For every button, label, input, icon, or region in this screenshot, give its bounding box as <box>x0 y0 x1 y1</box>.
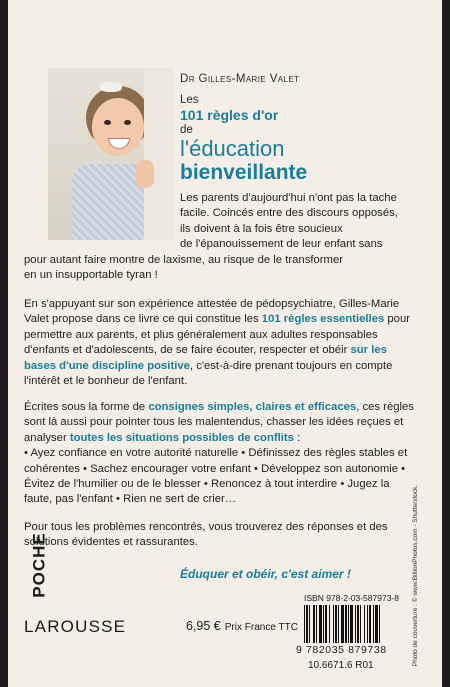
barcode-bar <box>313 605 315 643</box>
barcode-bar <box>338 605 339 643</box>
intro-line: ils doivent à la fois être soucieux <box>180 222 343 235</box>
barcode-bar <box>316 605 317 643</box>
barcode-bar <box>319 605 322 643</box>
series-poche <box>32 520 48 610</box>
back-cover <box>8 0 442 687</box>
photo-eye-left <box>104 120 111 125</box>
barcode-bar <box>350 605 353 643</box>
series-label: POCHE <box>30 532 49 598</box>
intro-line: pour autant faire montre de laxisme, au risque de le transformer <box>24 253 343 266</box>
intro-paragraph <box>24 191 434 283</box>
price-label: Prix France TTC <box>224 622 298 633</box>
photo-hand <box>136 160 154 188</box>
barcode-bar <box>325 605 327 643</box>
photo-eye-right <box>124 120 131 125</box>
text-run: : <box>293 431 301 444</box>
photo-credit-text: Photo de couverture : © www.BillionPhotos.com - Shutterstock. <box>412 484 420 666</box>
intro-line: Les parents d'aujourd'hui n'ont pas la tache <box>180 192 397 204</box>
barcode-bar <box>345 605 347 643</box>
barcode-bar <box>306 605 308 643</box>
text-run: , c'est-à-dire prenant toujours en compte l'intérêt et le bonheur de l'enfant. <box>24 359 393 388</box>
description-paragraph <box>24 297 416 389</box>
title-les: Les <box>180 94 199 106</box>
highlight-consignes: consignes simples, claires et efficaces <box>148 401 357 413</box>
barcode-bar <box>341 605 344 643</box>
text-run: pour permettre aux parents, et plus généralement aux adultes responsables d'enfants et d'adolescents, de se faire écouter, respecter et obéir <box>24 313 411 357</box>
barcode-bar <box>323 605 324 643</box>
barcode-bar <box>375 605 378 643</box>
price-amount: 6,95 € <box>186 619 221 633</box>
title-de: de <box>180 124 193 136</box>
barcode-bar <box>304 605 305 643</box>
barcode-bar <box>309 605 310 643</box>
highlight-conflits: toutes les situations possibles de conflits <box>69 431 294 444</box>
intro-line: facile. Coincés entre des discours opposés, <box>180 207 398 220</box>
highlight-101-regles: 101 règles essentielles <box>261 313 385 326</box>
barcode-bar <box>333 605 334 643</box>
barcode-bar <box>357 605 359 643</box>
rules-paragraph <box>24 400 416 508</box>
text-run: Écrites sous la forme de <box>24 401 149 413</box>
text-run: En s'appuyant sur son expérience attestée de pédopsychiatre, Gilles-Marie Valet propose dans ce livre ce qui constitue les <box>24 298 400 326</box>
barcode-digits: 9 782035 879738 <box>296 644 387 656</box>
intro-line: en un insupportable tyran ! <box>24 269 158 282</box>
barcode-bar <box>335 605 337 643</box>
barcode-bar <box>348 605 349 643</box>
rules-list: • Ayez confiance en votre autorité naturelle • Définissez des règles stables et cohérentes • Sachez encourager votre enfant • Développez son autonomie • Évitez de l'humilier ou de le blesser • Renoncez à tout interdire • Jugez la faute, pas l'enfant • Rien ne sert de crier… <box>24 447 408 506</box>
barcode-bar <box>373 605 374 643</box>
barcode-bar <box>355 605 356 643</box>
photo-hair-bow <box>100 82 122 92</box>
isbn: ISBN 978-2-03-587973-8 <box>304 593 399 603</box>
photo-credit <box>410 484 422 666</box>
barcode-bar <box>360 605 361 643</box>
closing-paragraph: Pour tous les problèmes rencontrés, vous trouverez des réponses et des solutions évidentes et rassurantes. <box>24 521 388 549</box>
highlight-discipline-positive: sur les bases d'une discipline positive <box>24 344 387 372</box>
publisher-logo: LAROUSSE <box>24 617 127 636</box>
barcode-bar <box>329 605 330 643</box>
print-code: 10.6671.6 R01 <box>308 660 374 671</box>
barcode <box>304 605 408 643</box>
barcode-bar <box>367 605 368 643</box>
title-bienveillante: bienveillante <box>180 161 308 184</box>
intro-line: de l'épanouissement de leur enfant sans <box>180 238 383 251</box>
title-education: l'éducation <box>180 136 285 161</box>
text-run: , ces règles sont là aussi pour pointer tous les malentendus, chasser les idées reçues et analyser <box>24 401 414 444</box>
title-rules: 101 règles d'or <box>180 107 279 123</box>
barcode-bar <box>379 605 380 643</box>
price <box>186 619 298 633</box>
barcode-bar <box>369 605 371 643</box>
slogan: Éduquer et obéir, c'est aimer ! <box>180 567 351 581</box>
author-name: Dr Gilles-Marie Valet <box>180 73 300 85</box>
barcode-bar <box>364 605 365 643</box>
